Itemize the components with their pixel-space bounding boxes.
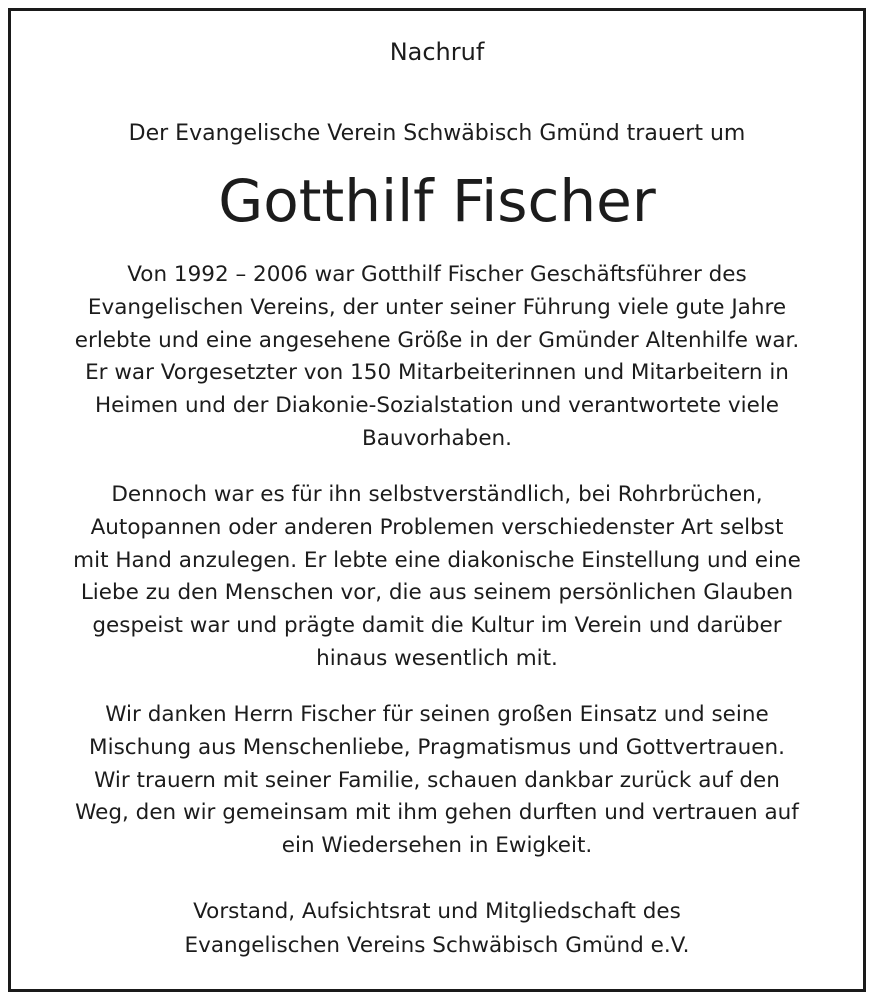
paragraph-career xyxy=(31,259,843,456)
intro-line: Der Evangelische Verein Schwäbisch Gmünd trauert um xyxy=(128,121,746,146)
text-line: Heimen und der Diakonie-Sozialstation und verantwortete viele xyxy=(94,393,780,419)
text-line: Wir danken Herrn Fischer für seinen großen Einsatz und seine xyxy=(105,702,769,727)
text-line: mit Hand anzulegen. Er lebte eine diakonische Einstellung und eine xyxy=(73,547,801,573)
text-line: ein Wiedersehen in Ewigkeit. xyxy=(281,833,593,859)
obituary-notice xyxy=(8,8,866,992)
signature-block xyxy=(31,895,843,963)
notice-content xyxy=(11,11,863,989)
paragraph-character xyxy=(31,479,843,676)
notice-heading: Nachruf xyxy=(389,38,485,66)
text-line: hinaus wesentlich mit. xyxy=(316,645,558,671)
text-line: Weg, den wir gemeinsam mit ihm gehen durften und vertrauen auf xyxy=(75,800,799,826)
signature-line: Vorstand, Aufsichtsrat und Mitgliedschaft des xyxy=(193,899,681,924)
text-line: Wir trauern mit seiner Familie, schauen dankbar zurück auf den xyxy=(94,767,780,793)
text-line: Bauvorhaben. xyxy=(361,425,513,451)
text-line: Dennoch war es für ihn selbstverständlich, bei Rohrbrüchen, xyxy=(111,482,763,507)
text-line: Evangelischen Vereins, der unter seiner Führung viele gute Jahre xyxy=(87,294,787,320)
paragraph-thanks xyxy=(31,699,843,863)
deceased-name: Gotthilf Fischer xyxy=(218,167,656,235)
text-line: Mischung aus Menschenliebe, Pragmatismus und Gottvertrauen. xyxy=(89,734,785,760)
text-line: gespeist war und prägte damit die Kultur im Verein und darüber xyxy=(92,613,782,639)
text-line: erlebte und eine angesehene Größe in der Gmünder Altenhilfe war. xyxy=(74,327,800,353)
signature-line: Evangelischen Vereins Schwäbisch Gmünd e.V. xyxy=(184,933,690,958)
text-line: Von 1992 – 2006 war Gotthilf Fischer Geschäftsführer des xyxy=(127,262,747,287)
text-line: Er war Vorgesetzter von 150 Mitarbeiterinnen und Mitarbeitern in xyxy=(85,360,789,386)
text-line: Liebe zu den Menschen vor, die aus seinem persönlichen Glauben xyxy=(80,580,794,606)
text-line: Autopannen oder anderen Problemen verschiedenster Art selbst xyxy=(90,514,784,540)
